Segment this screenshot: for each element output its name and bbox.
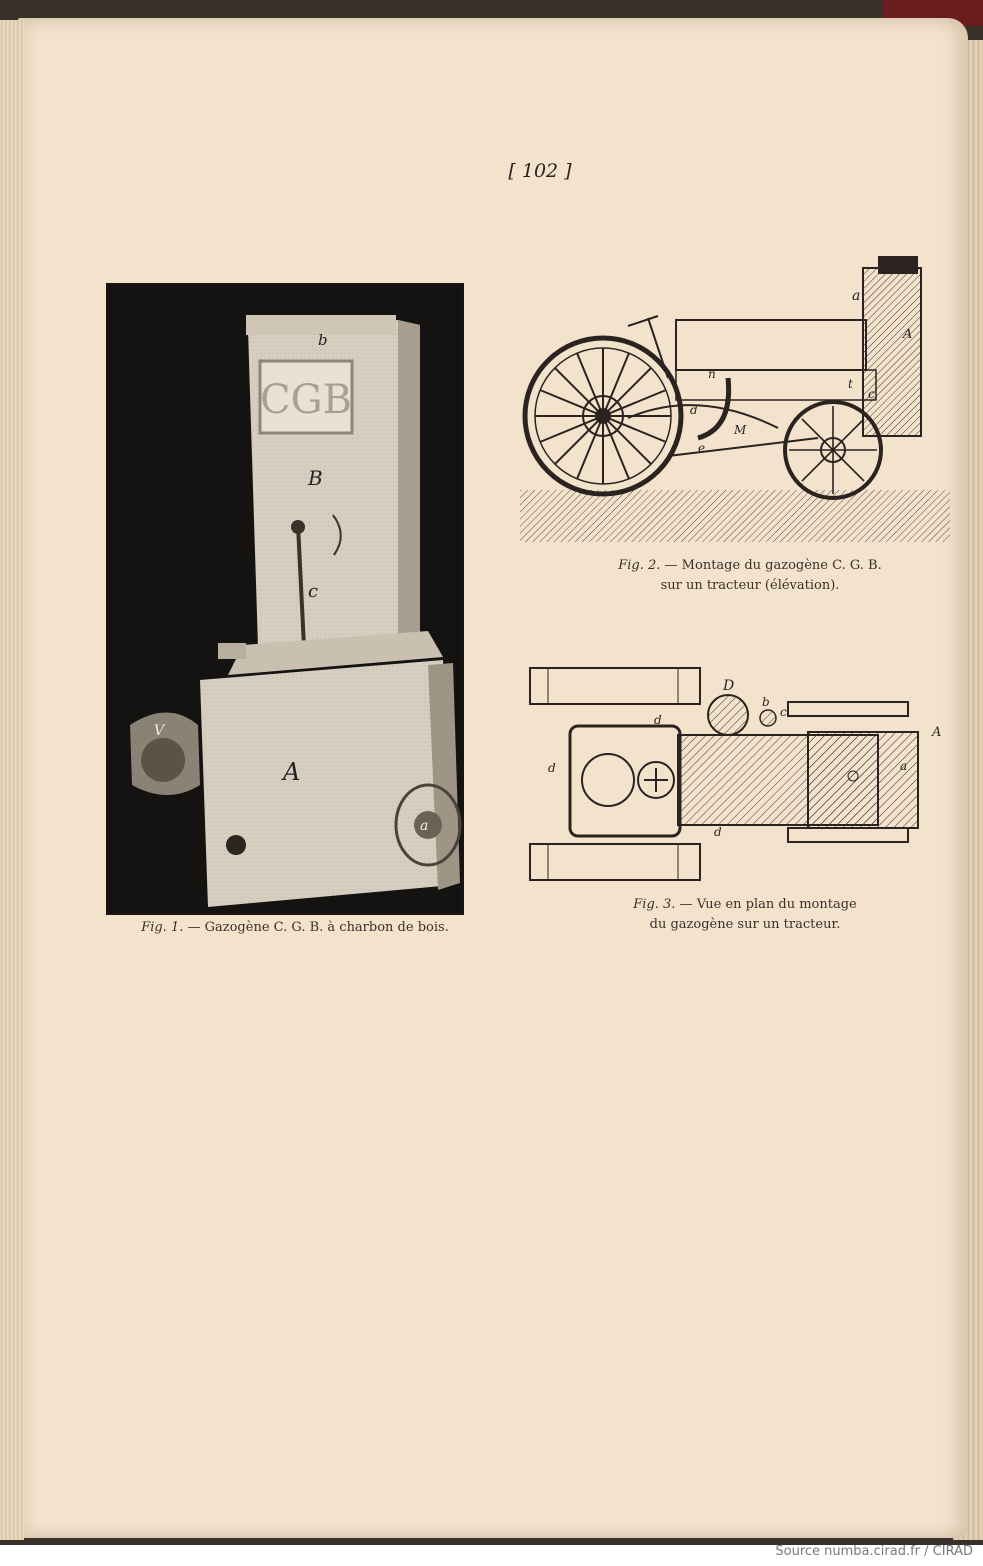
label-c: c [780,705,787,719]
label-B: B [308,466,323,490]
label-e: e [698,441,706,455]
label-a: a [852,288,861,304]
figure-1-text: — Gazogène C. G. B. à charbon de bois. [183,920,449,935]
book-page-edges-left [0,20,24,1540]
label-b: b [318,331,328,349]
source-credit: Source numba.cirad.fr / CIRAD [775,1544,973,1559]
figure-1-caption [110,918,480,938]
label-a: a [900,759,908,773]
figure-3-drawing [518,660,950,890]
gas-generator-illustration [108,285,462,913]
label-d-bottom: d [714,825,722,839]
label-d-top: d [654,713,662,727]
label-V: V [154,723,165,739]
page-number: [ 102 ] [508,160,572,182]
logo-text: CGB [260,377,352,423]
label-c: c [868,387,875,401]
label-d-left: d [548,761,556,775]
label-b: b [762,695,770,709]
label-A: A [932,725,942,740]
figure-1-photo [106,283,464,915]
tractor-elevation-illustration [518,238,950,550]
figure-2-caption-line1 [585,556,915,576]
figure-2-text-1: — Montage du gazogène C. G. B. [660,558,882,573]
figure-3-caption [600,895,890,935]
figure-2-label: Fig. 2. [618,558,661,573]
figure-2-caption [585,556,915,596]
label-A: A [283,758,301,786]
label-t: t [848,377,853,391]
label-c: c [308,581,319,602]
label-n: n [708,367,716,381]
figure-3-caption-line1 [600,895,890,915]
label-A: A [903,327,913,342]
figure-1-label: Fig. 1. [141,920,184,935]
figure-3-text-2: du gazogène sur un tracteur. [649,917,841,932]
label-M: M [734,423,747,437]
label-d: d [690,403,698,417]
figure-2-text-2: sur un tracteur (élévation). [660,578,840,593]
figure-3-text-1: — Vue en plan du montage [675,897,857,912]
figure-3-label: Fig. 3. [633,897,676,912]
tractor-plan-illustration [518,660,950,890]
label-a: a [420,818,429,834]
figure-2-drawing [518,238,950,550]
label-D: D [723,678,735,694]
